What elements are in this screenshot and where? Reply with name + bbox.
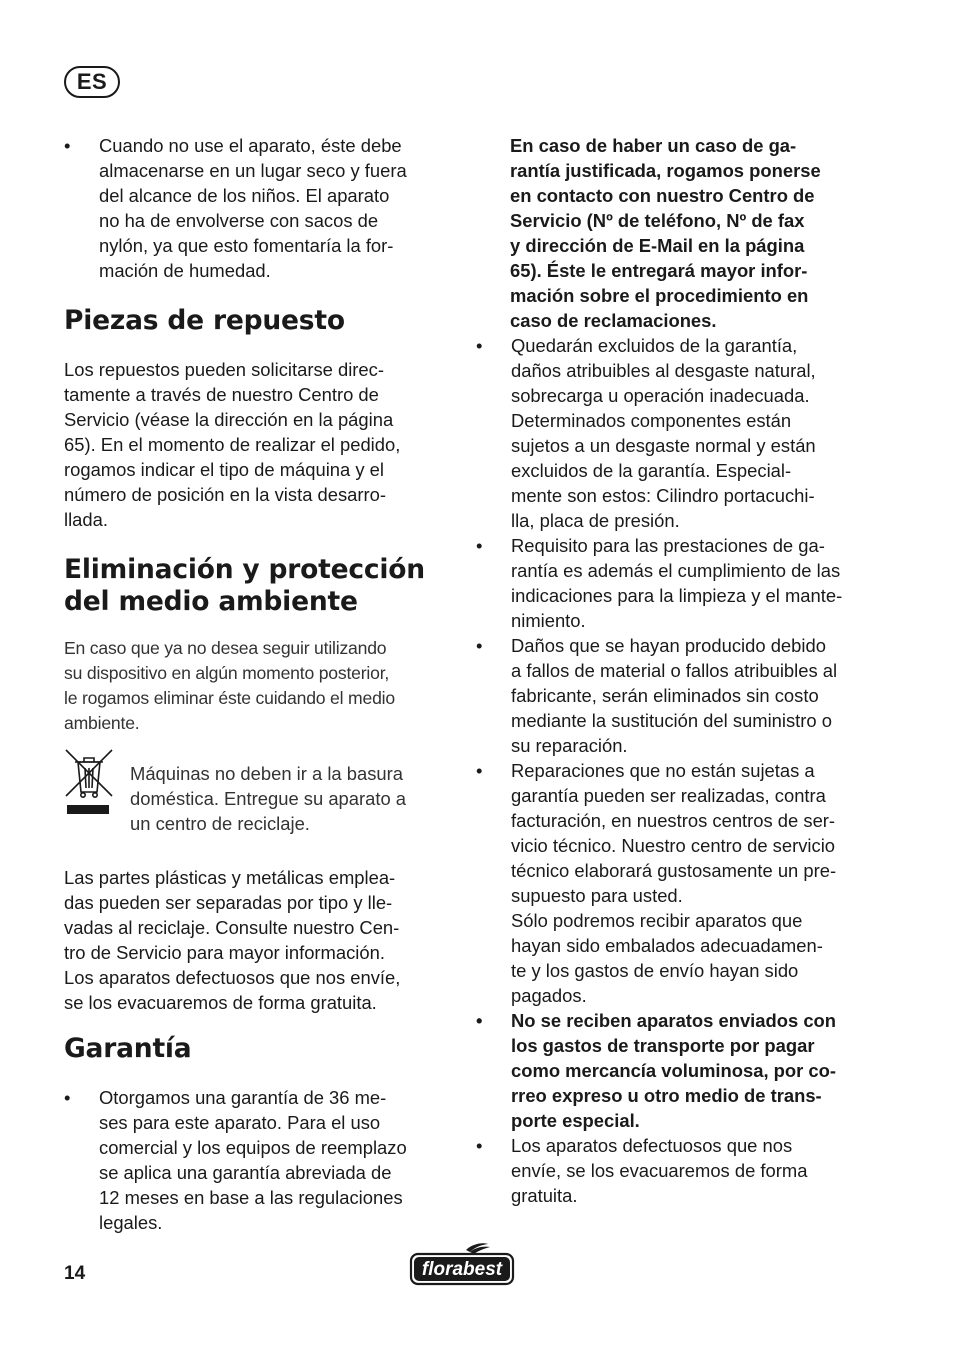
- text-line: caso de reclamaciones.: [510, 310, 717, 331]
- text-line: 65). Éste le entregará mayor infor-: [510, 260, 808, 281]
- disposal-bullet: [476, 1133, 868, 1208]
- right-column: [476, 133, 868, 1208]
- text-line: comercial y los equipos de reemplazo: [99, 1137, 407, 1158]
- text-line: número de posición en la vista desarro-: [64, 484, 387, 505]
- text-line: porte especial.: [511, 1110, 640, 1131]
- text-line: le rogamos eliminar éste cuidando el medio: [64, 688, 395, 708]
- text-line: vicio técnico. Nuestro centro de servicio: [511, 835, 836, 856]
- heading-garantia: Garantía: [64, 1033, 192, 1064]
- bullet-dot: •: [476, 535, 483, 556]
- text-line: a fallos de material o fallos atribuibles al: [511, 660, 838, 681]
- garantia-bullet: [64, 1085, 450, 1235]
- text-line: sobrecarga u operación inadecuada.: [511, 385, 810, 406]
- bullet-dot: •: [476, 1135, 483, 1156]
- text-line: Quedarán excluidos de la garantía,: [511, 335, 798, 356]
- text-line: Reparaciones que no están sujetas a: [511, 760, 815, 781]
- text-line: mediante la sustitución del suministro o: [511, 710, 832, 731]
- recycling-paragraph: [64, 865, 450, 1015]
- text-line: un centro de reciclaje.: [130, 813, 310, 834]
- text-line: Requisito para las prestaciones de ga-: [511, 535, 825, 556]
- disposal-text: [511, 1133, 868, 1208]
- text-line: mente son estos: Cilindro portacuchi-: [511, 485, 815, 506]
- heading-repuesto: Piezas de repuesto: [64, 305, 345, 336]
- florabest-logo: [408, 1242, 516, 1288]
- language-badge: ES: [64, 66, 120, 98]
- page-number: 14: [64, 1263, 86, 1284]
- left-column: [64, 133, 450, 1235]
- text-line: los gastos de transporte por pagar: [511, 1035, 815, 1056]
- text-line: gratuita.: [511, 1185, 578, 1206]
- text-line: nimiento.: [511, 610, 586, 631]
- text-line: lla, placa de presión.: [511, 510, 680, 531]
- text-line: no ha de envolverse con sacos de: [99, 210, 379, 231]
- text-line: Sólo podremos recibir aparatos que: [511, 910, 803, 931]
- bullet-dot: •: [476, 1010, 483, 1031]
- text-line: Las partes plásticas y metálicas emplea-: [64, 867, 396, 888]
- text-line: garantía pueden ser realizadas, contra: [511, 785, 826, 806]
- text-line: llada.: [64, 509, 108, 530]
- storage-bullet: [64, 133, 450, 283]
- bullet-dot: •: [64, 1087, 71, 1108]
- text-line: Otorgamos una garantía de 36 me-: [99, 1087, 387, 1108]
- text-line: En caso que ya no desea seguir utilizando: [64, 638, 387, 658]
- requirement-text: [511, 533, 868, 633]
- text-line: tro de Servicio para mayor información.: [64, 942, 385, 963]
- text-line: se aplica una garantía abreviada de: [99, 1162, 392, 1183]
- text-line: vadas al reciclaje. Consulte nuestro Cen-: [64, 917, 400, 938]
- text-line: ambiente.: [64, 713, 140, 733]
- garantia-text: [99, 1085, 450, 1235]
- text-line: rantía es además el cumplimiento de las: [511, 560, 841, 581]
- text-line: excluidos de la garantía. Especial-: [511, 460, 792, 481]
- text-line: Determinados componentes están: [511, 410, 792, 431]
- bullet-dot: •: [476, 635, 483, 656]
- text-line: se los evacuaremos de forma gratuita.: [64, 992, 377, 1013]
- text-line: tamente a través de nuestro Centro de: [64, 384, 379, 405]
- eliminacion-paragraph: [64, 636, 450, 736]
- storage-text: [99, 133, 450, 283]
- repuesto-paragraph: [64, 357, 450, 532]
- text-line: técnico elaborará gustosamente un pre-: [511, 860, 837, 881]
- text-line: Servicio (Nº de teléfono, Nº de fax: [510, 210, 805, 231]
- heading-eliminacion-line1: Eliminación y protección: [64, 554, 425, 585]
- text-line: pagados.: [511, 985, 587, 1006]
- bullet-dot: •: [64, 135, 71, 156]
- crossed-bin-icon: [64, 748, 114, 825]
- shipping-text: [511, 1008, 868, 1133]
- defects-bullet: [476, 633, 868, 758]
- text-line: mación de humedad.: [99, 260, 271, 281]
- text-line: fabricante, serán eliminados sin costo: [511, 685, 819, 706]
- text-line: facturación, en nuestros centros de ser-: [511, 810, 836, 831]
- claim-contact-paragraph: [476, 133, 868, 333]
- text-line: No se reciben aparatos enviados con: [511, 1010, 837, 1031]
- text-line: rantía justificada, rogamos ponerse: [510, 160, 821, 181]
- exclusions-bullet: [476, 333, 868, 533]
- bullet-dot: •: [476, 335, 483, 356]
- text-line: Cuando no use el aparato, éste debe: [99, 135, 402, 156]
- text-line: rreo expreso u otro medio de trans-: [511, 1085, 822, 1106]
- text-line: como mercancía voluminosa, por co-: [511, 1060, 836, 1081]
- text-line: das pueden ser separadas por tipo y lle-: [64, 892, 393, 913]
- text-line: nylón, ya que esto fomentaría la for-: [99, 235, 394, 256]
- text-line: daños atribuibles al desgaste natural,: [511, 360, 816, 381]
- text-line: Los repuestos pueden solicitarse direc-: [64, 359, 384, 380]
- weee-text: [130, 761, 406, 836]
- text-line: ses para este aparato. Para el uso: [99, 1112, 381, 1133]
- svg-text:florabest: florabest: [421, 1259, 503, 1280]
- text-line: sujetos a un desgaste normal y están: [511, 435, 816, 456]
- text-line: doméstica. Entregue su aparato a: [130, 788, 407, 809]
- text-line: indicaciones para la limpieza y el mante-: [511, 585, 843, 606]
- text-line: en contacto con nuestro Centro de: [510, 185, 815, 206]
- text-line: del alcance de los niños. El aparato: [99, 185, 390, 206]
- text-line: legales.: [99, 1212, 163, 1233]
- repairs-bullet: [476, 758, 868, 1008]
- text-line: te y los gastos de envío hayan sido: [511, 960, 799, 981]
- exclusions-text: [511, 333, 868, 533]
- text-line: Servicio (véase la dirección en la página: [64, 409, 394, 430]
- text-line: Los aparatos defectuosos que nos: [511, 1135, 793, 1156]
- text-line: almacenarse en un lugar seco y fuera: [99, 160, 407, 181]
- requirement-bullet: [476, 533, 868, 633]
- text-line: rogamos indicar el tipo de máquina y el: [64, 459, 384, 480]
- text-line: Máquinas no deben ir a la basura: [130, 763, 403, 784]
- text-line: su dispositivo en algún momento posterior,: [64, 663, 390, 683]
- heading-eliminacion-line2: del medio ambiente: [64, 586, 358, 617]
- text-line: 65). En el momento de realizar el pedido,: [64, 434, 401, 455]
- heading-eliminacion: [64, 554, 450, 618]
- text-line: mación sobre el procedimiento en: [510, 285, 809, 306]
- text-line: hayan sido embalados adecuadamen-: [511, 935, 823, 956]
- text-line: supuesto para usted.: [511, 885, 683, 906]
- text-line: su reparación.: [511, 735, 628, 756]
- text-line: envíe, se los evacuaremos de forma: [511, 1160, 808, 1181]
- repairs-text: [511, 758, 868, 1008]
- weee-notice: [64, 761, 450, 836]
- defects-text: [511, 633, 868, 758]
- text-line: 12 meses en base a las regulaciones: [99, 1187, 403, 1208]
- text-line: Los aparatos defectuosos que nos envíe,: [64, 967, 401, 988]
- text-line: Daños que se hayan producido debido: [511, 635, 826, 656]
- text-line: y dirección de E-Mail en la página: [510, 235, 805, 256]
- bullet-dot: •: [476, 760, 483, 781]
- shipping-bullet: [476, 1008, 868, 1133]
- text-line: En caso de haber un caso de ga-: [510, 135, 797, 156]
